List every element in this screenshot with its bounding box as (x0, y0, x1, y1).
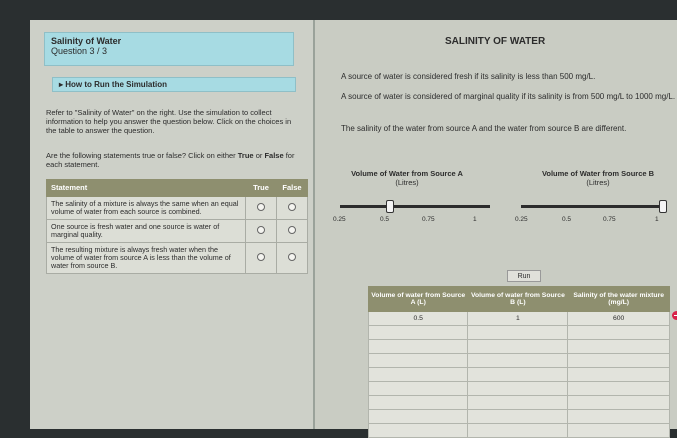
header-true: True (246, 180, 277, 197)
false-radio-1[interactable] (277, 197, 308, 220)
header-false: False (277, 180, 308, 197)
question-post: for each statement. (46, 151, 295, 169)
page-title: Salinity of Water (51, 36, 122, 46)
table-row (47, 220, 308, 243)
results-header-salinity: Salinity of the water mixture (mg/L) (568, 287, 670, 312)
table-row (369, 410, 670, 424)
table-row (369, 354, 670, 368)
results-cell (369, 340, 468, 354)
results-cell (369, 410, 468, 424)
results-cell (568, 382, 670, 396)
radio-icon (288, 253, 296, 261)
delete-row-icon[interactable] (672, 311, 677, 320)
simulation-panel (315, 20, 677, 429)
results-cell: 1 (468, 312, 568, 326)
table-row (369, 368, 670, 382)
slider-b-tick: 0.75 (603, 216, 616, 223)
slider-b-tick: 1 (655, 216, 659, 223)
statement-cell: One source is fresh water and one source is water of marginal quality. (47, 220, 246, 243)
run-button[interactable]: Run (507, 270, 541, 282)
table-row (369, 340, 670, 354)
question-true-word: True (237, 151, 254, 160)
results-cell (369, 424, 468, 438)
results-cell (568, 424, 670, 438)
true-false-table (46, 179, 308, 274)
slider-a-track[interactable] (340, 205, 490, 208)
true-radio-2[interactable] (246, 220, 277, 243)
results-table (368, 286, 670, 438)
slider-b-title (523, 169, 673, 187)
false-radio-2[interactable] (277, 220, 308, 243)
results-cell (468, 410, 568, 424)
results-cell (468, 326, 568, 340)
true-radio-1[interactable] (246, 197, 277, 220)
question-mid: or (253, 151, 265, 160)
results-cell (468, 340, 568, 354)
results-cell (468, 368, 568, 382)
fresh-definition: A source of water is considered fresh if its salinity is less than 500 mg/L. (341, 72, 596, 81)
how-to-label: How to Run the Simulation (65, 80, 168, 89)
table-row (47, 197, 308, 220)
results-cell (568, 326, 670, 340)
how-to-run-button[interactable] (52, 77, 296, 92)
different-salinity-note: The salinity of the water from source A and the water from source B are different. (341, 124, 627, 133)
radio-icon (288, 203, 296, 211)
left-panel (30, 20, 315, 429)
slider-a-handle[interactable] (386, 200, 394, 213)
radio-icon (257, 253, 265, 261)
false-radio-3[interactable] (277, 243, 308, 274)
results-cell (369, 382, 468, 396)
results-cell (468, 396, 568, 410)
results-cell (369, 326, 468, 340)
table-row (369, 396, 670, 410)
results-cell (369, 368, 468, 382)
slider-b-tick: 0.5 (562, 216, 572, 223)
question-pre: Are the following statements true or false? Click on either (46, 151, 238, 160)
screen (30, 20, 677, 429)
question-false-word: False (264, 151, 284, 160)
results-cell (568, 410, 670, 424)
results-cell (568, 354, 670, 368)
true-radio-3[interactable] (246, 243, 277, 274)
table-row (47, 243, 308, 274)
slider-a-title-line2: (Litres) (395, 178, 419, 187)
table-row (369, 312, 670, 326)
slider-b-title-line2: (Litres) (586, 178, 610, 187)
slider-a-tick: 0.75 (422, 216, 435, 223)
results-cell: 600 (568, 312, 670, 326)
results-cell (568, 340, 670, 354)
radio-icon (288, 226, 296, 234)
results-cell (568, 368, 670, 382)
question-header (44, 32, 294, 66)
slider-b-tick: 0.25 (515, 216, 528, 223)
simulation-title: SALINITY OF WATER (445, 36, 546, 47)
slider-a-tick: 1 (473, 216, 477, 223)
radio-icon (257, 226, 265, 234)
results-cell (568, 396, 670, 410)
table-row (369, 326, 670, 340)
instructions-text: Refer to "Salinity of Water" on the right. Use the simulation to collect information to help you answer the question below. Click on the choices in the table to answer the question. (46, 108, 292, 135)
results-cell (468, 382, 568, 396)
slider-a-title (337, 169, 477, 187)
statement-cell: The resulting mixture is always fresh water when the volume of water from source A is less than the volume of water from source B. (47, 243, 246, 274)
question-text (46, 151, 296, 169)
results-cell (369, 354, 468, 368)
slider-b-handle[interactable] (659, 200, 667, 213)
chevron-right-icon: ▸ (59, 80, 64, 89)
slider-a-title-line1: Volume of Water from Source A (351, 169, 463, 178)
table-row (369, 424, 670, 438)
slider-b-track[interactable] (521, 205, 663, 208)
header-statement: Statement (47, 180, 246, 197)
results-cell (468, 354, 568, 368)
results-cell: 0.5 (369, 312, 468, 326)
results-cell (369, 396, 468, 410)
table-row (369, 382, 670, 396)
marginal-definition: A source of water is considered of marginal quality if its salinity is from 500 mg/L to 1000 mg/L. (341, 92, 676, 101)
radio-icon (257, 203, 265, 211)
slider-b-title-line1: Volume of Water from Source B (541, 169, 655, 178)
slider-a-tick: 0.5 (380, 216, 390, 223)
slider-a-tick: 0.25 (333, 216, 346, 223)
question-counter: Question 3 / 3 (51, 46, 108, 56)
results-header-a: Volume of water from Source A (L) (369, 287, 468, 312)
results-header-b: Volume of water from Source B (L) (468, 287, 568, 312)
results-cell (468, 424, 568, 438)
statement-cell: The salinity of a mixture is always the same when an equal volume of water from each source is combined. (47, 197, 246, 220)
